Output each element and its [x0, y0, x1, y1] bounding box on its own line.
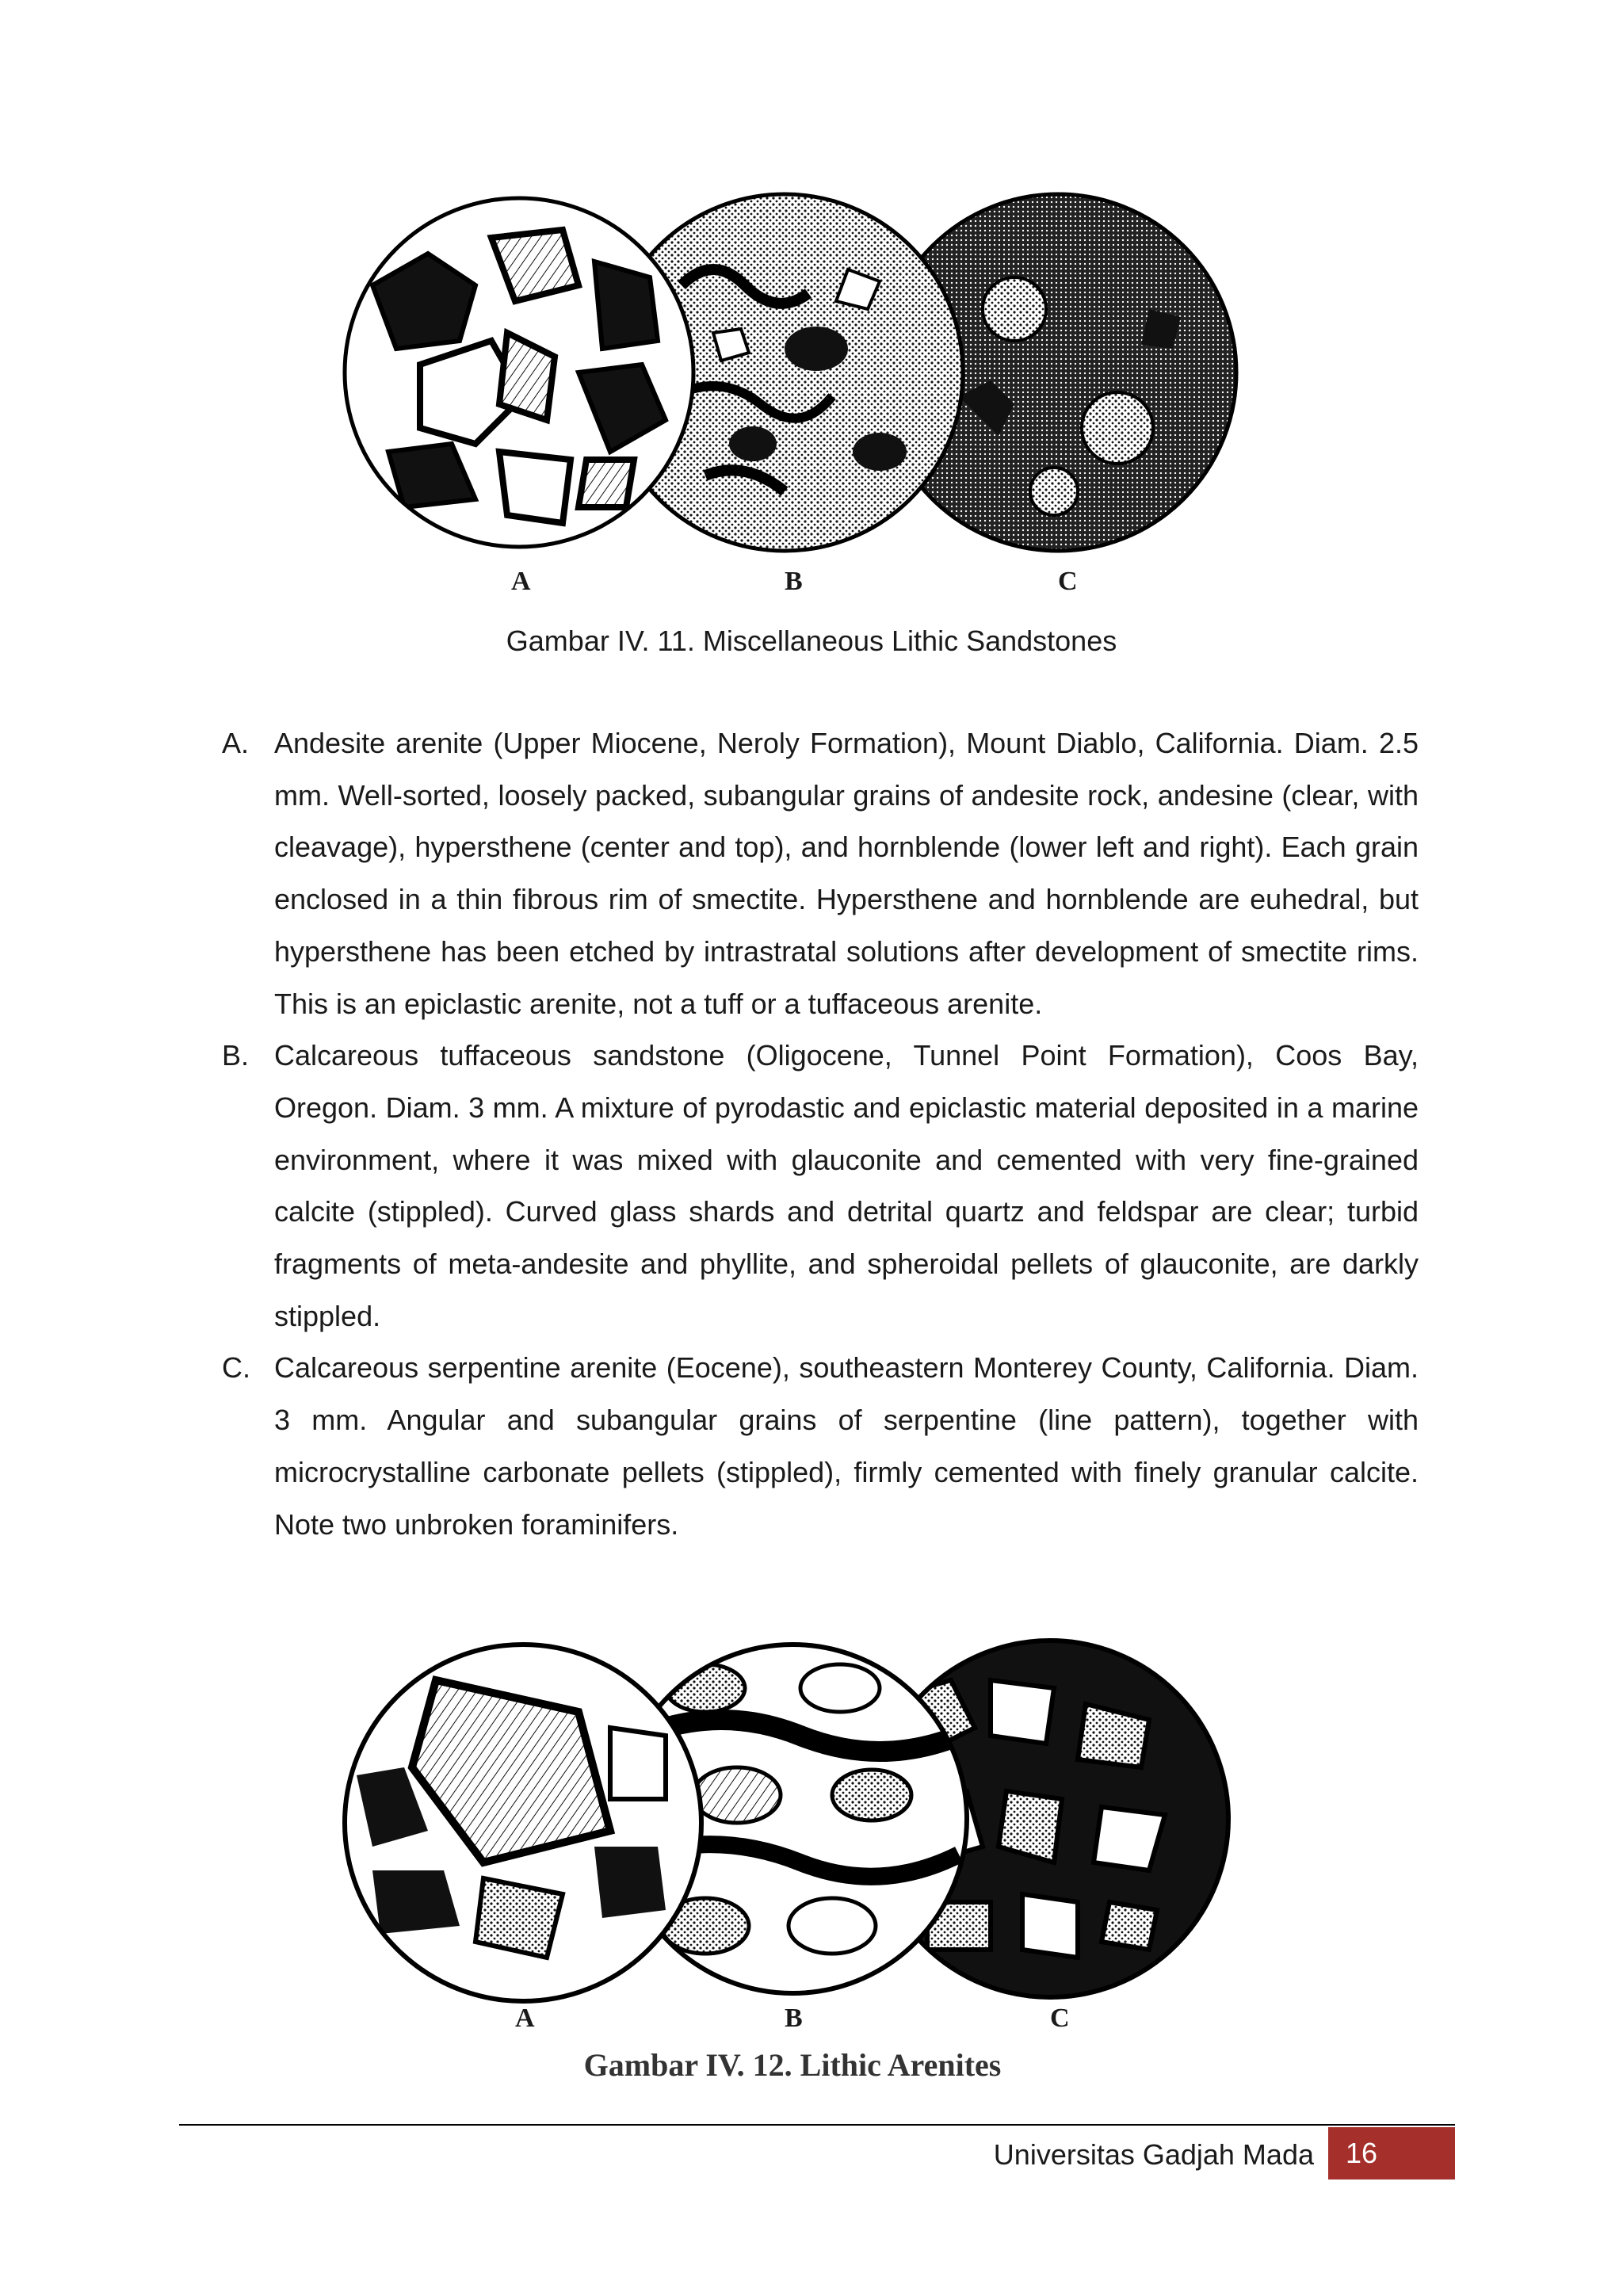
list-item-text: Calcareous serpentine arenite (Eocene), southeastern Monterey County, California. Diam. 3 mm. Angular and subangular grains of serpentine (line pattern), together with microcrystalline carbonate pellets (stippled), firmly cemented with finely granular calcite. Note two unbroken foraminifers.: [274, 1351, 1419, 1541]
list-marker: A.: [222, 727, 250, 759]
list-marker: B.: [222, 1039, 250, 1072]
plate-label-b: B: [785, 567, 803, 596]
list-marker: C.: [222, 1351, 250, 1385]
footer-institution: Universitas Gadjah Mada: [993, 2138, 1314, 2171]
plate-label-a: A: [511, 567, 531, 596]
list-item: [222, 1030, 1419, 1342]
thin-section-illustration-2: [325, 1617, 1244, 2029]
thin-section-illustration-1: [341, 190, 1244, 602]
figure-caption-2: Gambar IV. 12. Lithic Arenites: [583, 2047, 1002, 2083]
page-number-badge: 16: [1328, 2127, 1455, 2179]
figure-caption-1: Gambar IV. 11. Miscellaneous Lithic Sandstones: [506, 625, 1117, 657]
list-item-text: Andesite arenite (Upper Miocene, Neroly Formation), Mount Diablo, California. Diam. 2.5 mm. Well-sorted, loosely packed, subangular grains of andesite rock, andesine (clear, with cleavage), hypersthene (center and top), and hornblende (lower left and right). Each grain enclosed in a thin fibrous rim of smectite. Hypersthene and hornblende are euhedral, but hypersthene has been etched by intrastratal solutions after development of smectite rims. This is an epiclastic arenite, not a tuff or a tuffaceous arenite.: [274, 727, 1419, 1020]
list-item: [222, 717, 1419, 1030]
description-list: [222, 717, 1419, 1550]
figure-lithic-sandstones: [341, 190, 1244, 602]
figure-lithic-arenites: [325, 1617, 1244, 2092]
list-item: [222, 1342, 1419, 1550]
plate-label-b: B: [785, 2004, 803, 2033]
list-item-text: Calcareous tuffaceous sandstone (Oligocene, Tunnel Point Formation), Coos Bay, Oregon. Diam. 3 mm. A mixture of pyrodastic and epiclastic material deposited in a marine environment, where it was mixed with glauconite and cemented with very fine-grained calcite (stippled). Curved glass shards and detrital quartz and feldspar are clear; turbid fragments of meta-andesite and phyllite, and spheroidal pellets of glauconite, are darkly stippled.: [274, 1039, 1419, 1332]
plate-label-c: C: [1058, 567, 1078, 596]
footer-divider: [179, 2124, 1455, 2126]
plate-label-a: A: [515, 2004, 535, 2033]
plate-label-c: C: [1050, 2004, 1070, 2033]
